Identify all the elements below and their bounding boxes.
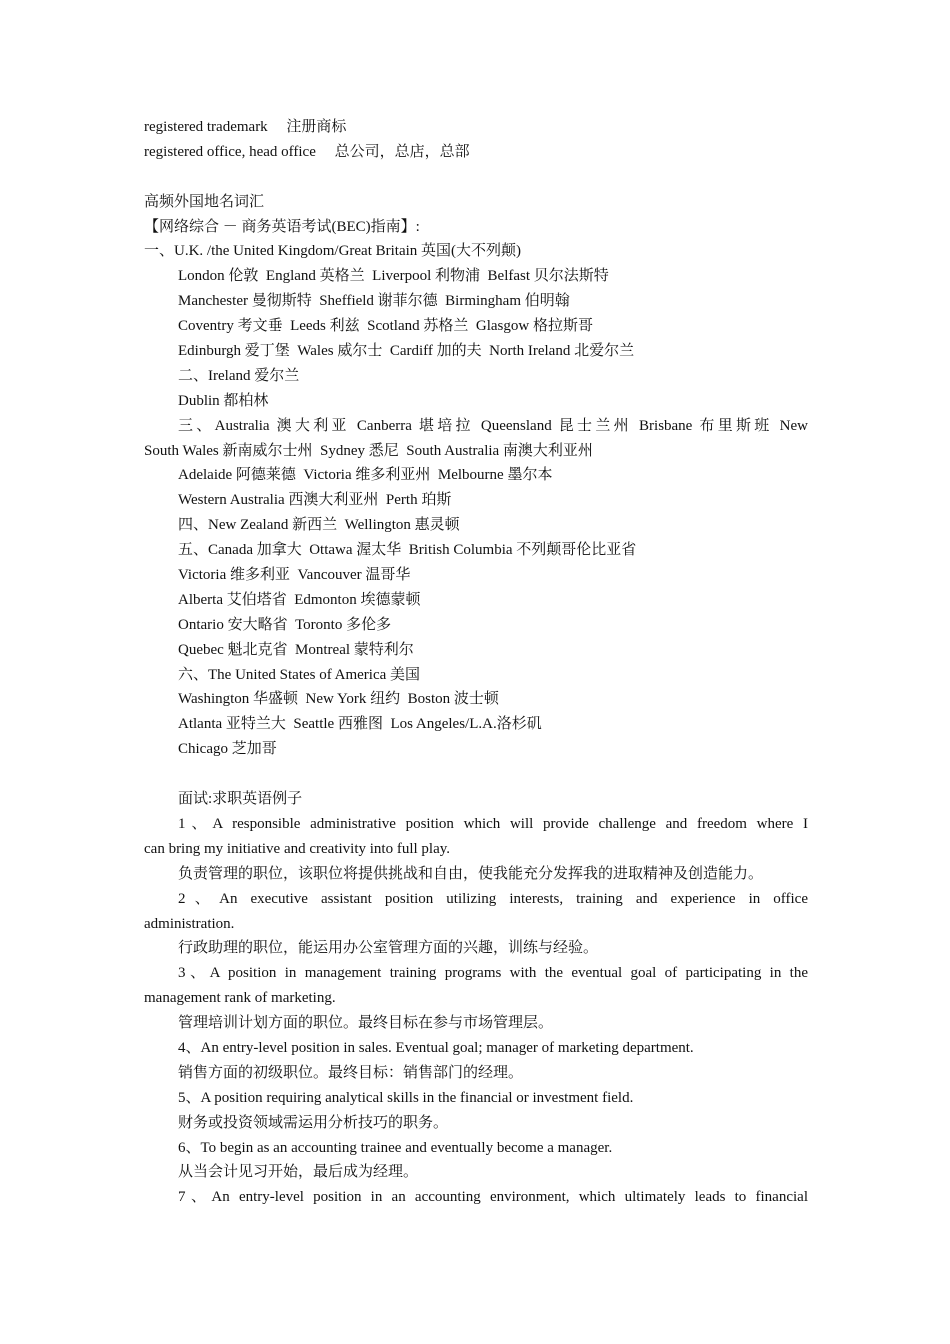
text-line: London 伦敦 England 英格兰 Liverpool 利物浦 Belfast 贝尔法斯特 [178, 268, 609, 285]
text-line: Chicago 芝加哥 [178, 741, 277, 758]
text-line: 3、A position in management training programs with the eventual goal of participating in the [178, 965, 808, 982]
text-line: 行政助理的职位，能运用办公室管理方面的兴趣，训练与经验。 [178, 940, 599, 957]
text-line: Western Australia 西澳大利亚州 Perth 珀斯 [178, 492, 452, 509]
text-line: 【网络综合 － 商务英语考试(BEC)指南】: [144, 218, 420, 235]
text-line: Washington 华盛顿 New York 纽约 Boston 波士顿 [178, 691, 499, 708]
text-line: Manchester 曼彻斯特 Sheffield 谢菲尔德 Birmingham 伯明翰 [178, 293, 570, 310]
text-line: 5、A position requiring analytical skills in the financial or investment field. [178, 1089, 634, 1106]
text-line: 1、A responsible administrative position which will provide challenge and freedom where I [178, 815, 808, 832]
text-line: 高频外国地名词汇 [144, 193, 265, 210]
text-line: registered trademark 注册商标 [144, 119, 347, 135]
blank-line [144, 165, 808, 190]
text-line: 六、The United States of America 美国 [178, 666, 421, 683]
text-line: Dublin 都柏林 [178, 392, 269, 409]
blank-line [144, 762, 808, 787]
text-line: 管理培训计划方面的职位。最终目标在参与市场管理层。 [178, 1015, 554, 1032]
text-line: Adelaide 阿德莱德 Victoria 维多利亚州 Melbourne 墨尔本 [178, 467, 553, 484]
text-line: 四、New Zealand 新西兰 Wellington 惠灵顿 [178, 517, 460, 534]
text-line: 销售方面的初级职位。最终目标：销售部门的经理。 [178, 1064, 524, 1081]
text-line: Alberta 艾伯塔省 Edmonton 埃德蒙顿 [178, 591, 421, 608]
text-line: Quebec 魁北克省 Montreal 蒙特利尔 [178, 641, 414, 658]
text-line: 4、An entry-level position in sales. Eventual goal; manager of marketing department. [178, 1039, 694, 1056]
text-line: South Wales 新南威尔士州 Sydney 悉尼 South Australia 南澳大利亚州 [144, 442, 593, 459]
text-line: 6、To begin as an accounting trainee and eventually become a manager. [178, 1139, 613, 1156]
text-line: management rank of marketing. [144, 990, 336, 1007]
text-line: Victoria 维多利亚 Vancouver 温哥华 [178, 567, 411, 584]
text-line: 面试:求职英语例子 [178, 791, 303, 808]
document-body [144, 115, 808, 1210]
text-line: registered office, head office 总公司，总店，总部 [144, 143, 470, 160]
text-line: 7、An entry-level position in an accounting environment, which ultimately leads to financial [178, 1189, 808, 1206]
text-line: Atlanta 亚特兰大 Seattle 西雅图 Los Angeles/L.A.洛杉矶 [178, 716, 542, 733]
text-line: 一、U.K. /the United Kingdom/Great Britain 英国(大不列颠) [144, 243, 522, 260]
text-line: 财务或投资领域需运用分析技巧的职务。 [178, 1114, 449, 1131]
text-line: 负责管理的职位，该职位将提供挑战和自由，使我能充分发挥我的进取精神及创造能力。 [178, 865, 764, 882]
text-line: can bring my initiative and creativity into full play. [144, 840, 451, 857]
text-line: administration. [144, 915, 235, 932]
text-line: Ontario 安大略省 Toronto 多伦多 [178, 616, 392, 633]
text-line: 二、Ireland 爱尔兰 [178, 367, 300, 384]
text-line: Edinburgh 爱丁堡 Wales 威尔士 Cardiff 加的夫 North Ireland 北爱尔兰 [178, 343, 635, 360]
text-line: 2、An executive assistant position utilizing interests, training and experience in office [178, 890, 808, 907]
text-line: 五、Canada 加拿大 Ottawa 渥太华 British Columbia 不列颠哥伦比亚省 [178, 542, 637, 559]
text-line: 三、Australia 澳大利亚 Canberra 堪培拉 Queensland 昆士兰州 Brisbane 布里斯班 New [178, 417, 808, 434]
text-line: Coventry 考文垂 Leeds 利兹 Scotland 苏格兰 Glasgow 格拉斯哥 [178, 318, 593, 335]
text-line: 从当会计见习开始，最后成为经理。 [178, 1164, 419, 1181]
